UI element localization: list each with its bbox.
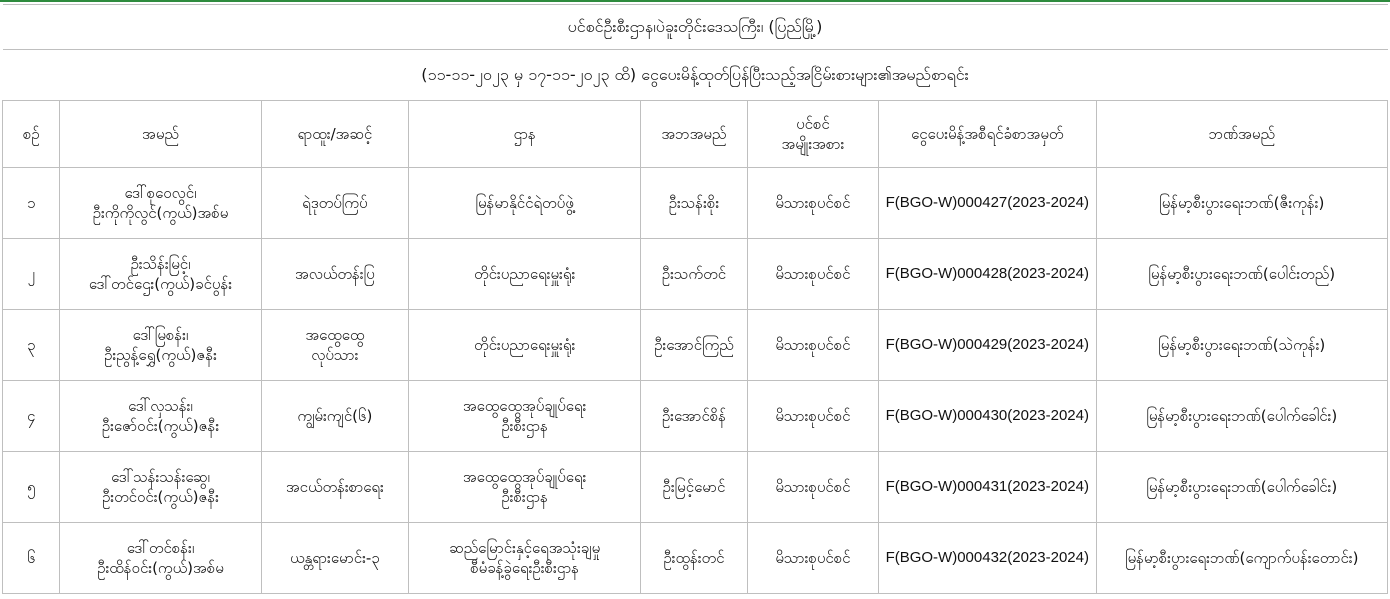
header-pension-type[interactable] xyxy=(747,101,878,168)
cell-bank[interactable]: မြန်မာ့စီးပွားရေးဘဏ်(ပေါက်ခေါင်း) xyxy=(1096,381,1387,452)
cell-name[interactable] xyxy=(60,523,261,594)
cell-rank[interactable] xyxy=(261,310,409,381)
cell-text: ဒေါ်သန်းသန်းဆွေ၊ xyxy=(111,468,210,486)
cell-text: တိုင်းပညာရေးမှူးရုံး xyxy=(473,265,576,283)
cell-order-number[interactable]: F(BGO-W)000429(2023-2024) xyxy=(879,310,1096,381)
cell-name[interactable] xyxy=(60,452,261,523)
cell-text: ဦးစီးဌာန xyxy=(501,488,548,506)
cell-bank[interactable]: မြန်မာ့စီးပွားရေးဘဏ်(ပေါင်းတည်) xyxy=(1096,239,1387,310)
cell-bank[interactable]: မြန်မာ့စီးပွားရေးဘဏ်(ပေါက်ခေါင်း) xyxy=(1096,452,1387,523)
cell-text: ဦးသိန်းမြင့်၊ xyxy=(130,255,191,273)
header-text: စဉ် xyxy=(22,125,40,143)
cell-text: ဦးဇော်ဝင်း(ကွယ်)ဇနီး xyxy=(101,417,220,435)
sheet-subtitle[interactable]: (၁၁-၁၁-၂၀၂၃ မှ ၁၇-၁၁-၂၀၂၃ ထိ) ငွေပေးမိန့်ထုတ်ပြန်ပြီးသည့်အငြိမ်းစားများ၏အမည်စာရင်း xyxy=(3,50,1388,101)
cell-text: ဒေါ်လှသန်း၊ xyxy=(128,397,193,415)
cell-father-name[interactable]: ဦးအောင်ကြည် xyxy=(641,310,748,381)
cell-rank[interactable] xyxy=(261,452,409,523)
cell-bank[interactable]: မြန်မာ့စီးပွားရေးဘဏ်(ကျောက်ပန်းတောင်း) xyxy=(1096,523,1387,594)
cell-pension-type[interactable]: မိသားစုပင်စင် xyxy=(747,523,878,594)
header-bank[interactable] xyxy=(1096,101,1387,168)
cell-order-number[interactable]: F(BGO-W)000427(2023-2024) xyxy=(879,168,1096,239)
cell-text: လုပ်သား xyxy=(311,346,359,364)
cell-order-number[interactable]: F(BGO-W)000428(2023-2024) xyxy=(879,239,1096,310)
header-name[interactable] xyxy=(60,101,261,168)
cell-pension-type[interactable]: မိသားစုပင်စင် xyxy=(747,239,878,310)
cell-father-name[interactable]: ဦးထွန်းတင် xyxy=(641,523,748,594)
cell-order-number[interactable]: F(BGO-W)000430(2023-2024) xyxy=(879,381,1096,452)
cell-text: ဆည်မြောင်းနှင့်ရေအသုံးချမှု xyxy=(449,539,601,557)
cell-department[interactable] xyxy=(409,452,641,523)
cell-text: ဦးစီးဌာန xyxy=(501,417,548,435)
header-department[interactable] xyxy=(409,101,641,168)
cell-text: တိုင်းပညာရေးမှူးရုံး xyxy=(473,336,576,354)
cell-department[interactable] xyxy=(409,239,641,310)
cell-pension-type[interactable]: မိသားစုပင်စင် xyxy=(747,310,878,381)
cell-pension-type[interactable]: မိသားစုပင်စင် xyxy=(747,168,878,239)
cell-text: အထွေထွေ xyxy=(305,326,365,344)
header-text: ပင်စင် xyxy=(796,115,830,133)
cell-text: ရဲဒုတပ်ကြပ် xyxy=(302,194,368,212)
cell-no[interactable]: ၁ xyxy=(3,168,60,239)
header-row xyxy=(3,101,1388,168)
cell-name[interactable] xyxy=(60,168,261,239)
cell-text: ဒေါ်တင်ဌေး(ကွယ်)ခင်ပွန်း xyxy=(88,275,233,293)
cell-order-number[interactable]: F(BGO-W)000432(2023-2024) xyxy=(879,523,1096,594)
cell-rank[interactable] xyxy=(261,239,409,310)
spreadsheet xyxy=(2,4,1388,594)
cell-department[interactable] xyxy=(409,168,641,239)
cell-text: ဦးကိုကိုလွင်(ကွယ်)အစ်မ xyxy=(92,204,229,222)
header-rank[interactable] xyxy=(261,101,409,168)
cell-text: ဒေါ်မြစန်း၊ xyxy=(132,326,189,344)
cell-no[interactable]: ၂ xyxy=(3,239,60,310)
cell-bank[interactable]: မြန်မာ့စီးပွားရေးဘဏ်(ဇီးကုန်း) xyxy=(1096,168,1387,239)
cell-no[interactable]: ၆ xyxy=(3,523,60,594)
header-text: အမျိုးအစား xyxy=(781,135,845,153)
table-row xyxy=(3,239,1388,310)
cell-no[interactable]: ၄ xyxy=(3,381,60,452)
cell-no[interactable]: ၃ xyxy=(3,310,60,381)
header-order-number[interactable] xyxy=(879,101,1096,168)
table-row xyxy=(3,452,1388,523)
cell-text: စီမံခန့်ခွဲရေးဦးစီးဌာန xyxy=(470,559,580,577)
sheet-top-border xyxy=(0,0,1390,2)
header-text: ရာထူး/အဆင့် xyxy=(297,125,373,143)
table-row xyxy=(3,168,1388,239)
cell-rank[interactable] xyxy=(261,523,409,594)
cell-no[interactable]: ၅ xyxy=(3,452,60,523)
cell-order-number[interactable]: F(BGO-W)000431(2023-2024) xyxy=(879,452,1096,523)
header-text: အမည် xyxy=(142,125,179,143)
cell-department[interactable] xyxy=(409,381,641,452)
header-text: ငွေပေးမိန့်အစီရင်ခံစာအမှတ် xyxy=(911,125,1064,143)
cell-bank[interactable]: မြန်မာ့စီးပွားရေးဘဏ်(သဲကုန်း) xyxy=(1096,310,1387,381)
cell-text: အထွေထွေအုပ်ချုပ်ရေး xyxy=(462,397,587,415)
cell-pension-type[interactable]: မိသားစုပင်စင် xyxy=(747,452,878,523)
subtitle-row xyxy=(3,50,1388,101)
cell-text: ယန္တရားမောင်း-၃ xyxy=(289,549,380,567)
title-row xyxy=(3,5,1388,50)
header-text: အဘအမည် xyxy=(661,125,727,143)
cell-father-name[interactable]: ဦးမြင့်မောင် xyxy=(641,452,748,523)
cell-department[interactable] xyxy=(409,310,641,381)
cell-text: မြန်မာနိုင်ငံရဲတပ်ဖွဲ့ xyxy=(475,194,574,212)
cell-text: ဦးထိန်ဝင်း(ကွယ်)အစ်မ xyxy=(97,559,224,577)
cell-text: ဦးညွန့်ရွှေ(ကွယ်)ဇနီး xyxy=(104,346,217,364)
cell-name[interactable] xyxy=(60,310,261,381)
cell-text: အထွေထွေအုပ်ချုပ်ရေး xyxy=(462,468,587,486)
cell-text: အငယ်တန်းစာရေး xyxy=(285,478,384,496)
cell-text: အလယ်တန်းပြ xyxy=(295,265,375,283)
cell-father-name[interactable]: ဦးအောင်စိန် xyxy=(641,381,748,452)
cell-rank[interactable] xyxy=(261,381,409,452)
cell-pension-type[interactable]: မိသားစုပင်စင် xyxy=(747,381,878,452)
header-text: ဌာန xyxy=(513,125,536,143)
cell-text: ဒေါ်တင်စန်း၊ xyxy=(126,539,195,557)
header-no[interactable] xyxy=(3,101,60,168)
table-body xyxy=(3,168,1388,594)
cell-text: ကျွမ်းကျင်(၆) xyxy=(297,407,373,425)
cell-father-name[interactable]: ဦးသန်းစိုး xyxy=(641,168,748,239)
table-row xyxy=(3,310,1388,381)
cell-name[interactable] xyxy=(60,239,261,310)
header-text: ဘဏ်အမည် xyxy=(1208,125,1275,143)
cell-text: ဒေါ်စုဝေလွင်၊ xyxy=(124,184,197,202)
cell-department[interactable] xyxy=(409,523,641,594)
pension-table xyxy=(2,4,1388,594)
cell-name[interactable] xyxy=(60,381,261,452)
cell-text: ဦးတင်ဝင်း(ကွယ်)ဇနီး xyxy=(101,488,219,506)
cell-rank[interactable] xyxy=(261,168,409,239)
sheet-title[interactable]: ပင်စင်ဦးစီးဌာန၊ပဲခူးတိုင်းဒေသကြီး၊ (ပြည်မြို့) xyxy=(3,5,1388,50)
cell-father-name[interactable]: ဦးသက်တင် xyxy=(641,239,748,310)
table-row xyxy=(3,523,1388,594)
table-row xyxy=(3,381,1388,452)
header-father-name[interactable] xyxy=(641,101,748,168)
